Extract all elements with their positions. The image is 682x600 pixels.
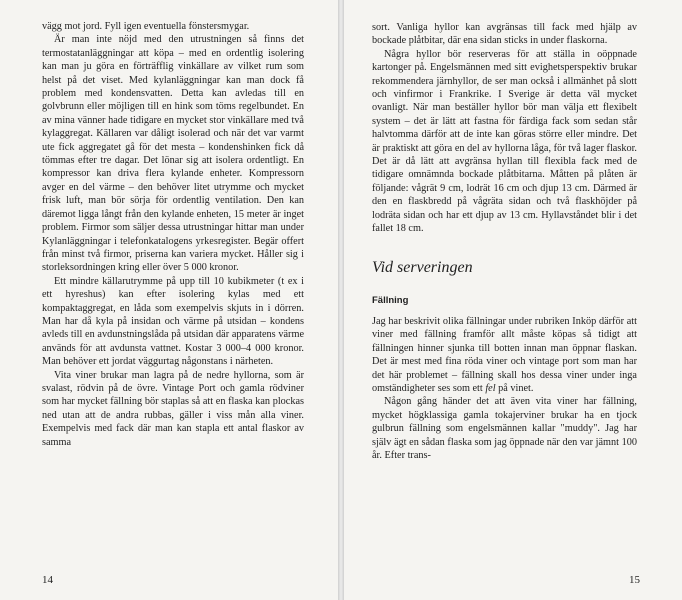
paragraph: Är man inte nöjd med den utrustningen så finns det termostatanläggningar att köpa – med en ordentlig isolering kan man ju göra en förträfflig vinkällare av vilket rum som helst på det viset. Med kylanläggningar kan man dock få problem med kondensvatten. Detta kan avledas till en golvbrunn eller möjligen till en hink som töms regelbundet. En av mina vänner hade tidigare en mycket stor vinkällare med två kylaggregat. Källaren var dåligt isolerad och när det var varmt ute fick aggregatet gå för det mesta – kondenshinken fick då tömmas efter tre dagar. Det lönar sig att isolera ordentligt. En kompressor kan driva flera kylande enheter. Kompressorn avger en del värme – den behöver litet utrymme och mycket frisk luft, man bör sörja för ordentlig ventilation. Den kan däremot ligga långt från den kylande enheten, 15 meter är inget problem. Firmor som säljer dessa utrustningar hittar man under Kylanläggningar i telefonkatalogens yrkesregister. Begär offert från minst två firmor, priserna kan variera mycket. Håller sig i storleksordningen kring eller över 5 000 kronor. bbox=[42, 34, 304, 274]
paragraph-text: på vinet. bbox=[495, 382, 534, 394]
emphasis-text: fel bbox=[485, 382, 496, 394]
paragraph: Ett mindre källarutrymme på upp till 10 kubikmeter (t ex i ett hyreshus) kan efter isolering kylas med ett kompaktaggregat, en låda som exempelvis skjuts in i dörren. Man har då kyla på insidan och värme på utsidan – kondens avleds till en avdunstningslåda på utsidan där apparatens värme används för att avdunsta vattnet. Kostar 3 000–4 000 kronor. Man behöver ett jordat väggurtag någonstans i närheten. bbox=[42, 275, 304, 368]
right-page-body bbox=[372, 21, 637, 462]
page-number-right: 15 bbox=[629, 574, 640, 586]
left-page bbox=[0, 0, 338, 600]
paragraph: Vita viner brukar man lagra på de nedre hyllorna, som är svalast, rödvin på de övre. Vintage Port och gamla rödviner som har mycket fällning bör staplas så att en flaska kan plockas ned utan att de andra rubbas, gäller i viss mån alla viner. Exempelvis med fack där man kan stapla ett antal flaskor av samma bbox=[42, 369, 304, 448]
section-title: Vid serveringen bbox=[372, 258, 473, 276]
paragraph bbox=[372, 315, 637, 395]
paragraph: sort. Vanliga hyllor kan avgränsas till fack med hjälp av bockade plåtbitar, där ena sidan sticks in under flaskorna. bbox=[372, 22, 637, 47]
paragraph: Några hyllor bör reserveras för att ställa in oöppnade kartonger på. Engelsmännen med sitt evighetsperspektiv brukar rekommendera järnhyllor, de ser man också i allmänhet på slott och vinfirmor i Frankrike. I Sverige är detta väl mycket ovanligt. När man beställer hyllor bör man välja ett flexibelt system – det är lätt att fastna för färdiga fack som sedan står halvtomma därför att de inte kan göras större eller mindre. Det är praktiskt att göra en del av hyllorna låga, för två lager flaskor. Det är då lätt att avgränsa hyllan till flexibla fack med de tidigare omnämnda bockade plåtbitarna. Måtten på plåten är följande: vågrät 9 cm, lodrät 16 cm och djup 13 cm. Därmed är den en flaskbredd på vågräta sidan och två flaskhöjder på lodräta sidan och har ett djup av 13 cm. Hyllavståndet blir i det fallet 18 cm. bbox=[372, 48, 637, 235]
paragraph: vägg mot jord. Fyll igen eventuella fönstersmygar. bbox=[42, 21, 250, 32]
paragraph: Någon gång händer det att även vita viner har fällning, mycket högklassiga gamla tokajerviner brukar ha en tjock gulbrun fällning som engelsmännen kallar "muddy". Jag har själv ägt en sådan flaska som jag öppnade när den var jämnt 100 år. Efter trans- bbox=[372, 396, 637, 461]
page-number-left: 14 bbox=[42, 574, 53, 586]
subheading: Fällning bbox=[372, 294, 409, 306]
paragraph-text: Jag har beskrivit olika fällningar under rubriken Inköp därför att viner med fällning framför allt måste köpas så tidigt att fällningen hinner sjunka till botten innan man öppnar flaskan. Det är mest med fina röda viner och vintage port som man har det här problemet – fällning skall hos dessa viner under inga omständigheter ses som ett bbox=[372, 315, 637, 394]
right-page bbox=[344, 0, 682, 600]
left-page-body bbox=[42, 20, 304, 449]
